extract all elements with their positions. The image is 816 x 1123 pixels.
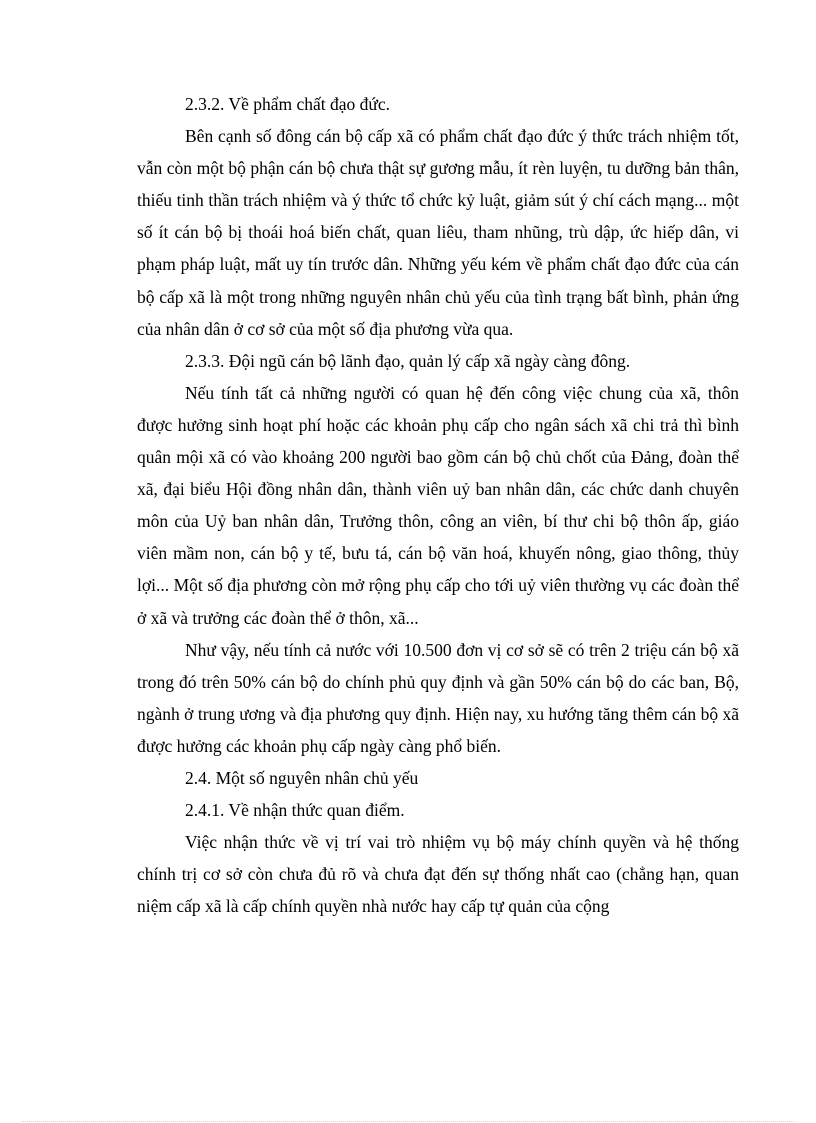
paragraph-awareness: Việc nhận thức về vị trí vai trò nhiệm vụ bộ máy chính quyền và hệ thống chính trị cơ sở còn chưa đủ rõ và chưa đạt đến sự thống nhất cao (chẳng hạn, quan niệm cấp xã là cấp chính quyền nhà nước hay cấp tự quản của cộng: [137, 832, 739, 917]
paragraph-staff-count: Nếu tính tất cả những người có quan hệ đến công việc chung của xã, thôn được hưởng sinh hoạt phí hoặc các khoản phụ cấp cho ngân sách xã chi trả thì bình quân mội xã có vào khoảng 200 người bao gồm cán bộ chủ chốt của Đảng, đoàn thể xã, đại biểu Hội đồng nhân dân, thành viên uỷ ban nhân dân, các chức danh chuyên môn của Uỷ ban nhân dân, Trưởng thôn, công an viên, bí thư chi bộ thôn ấp, giáo viên mầm non, cán bộ y tế, bưu tá, cán bộ văn hoá, khuyến nông, giao thông, thủy lợi... Một số địa phương còn mở rộng phụ cấp cho tới uỷ viên thường vụ các đoàn thể ở xã và trưởng các đoàn thể ở thôn, xã...: [137, 382, 739, 628]
document-body: [137, 88, 739, 922]
paragraph-ethics: Bên cạnh số đông cán bộ cấp xã có phẩm chất đạo đức ý thức trách nhiệm tốt, vẫn còn một bộ phận cán bộ chưa thật sự gương mẫu, ít rèn luyện, tu dưỡng bản thân, thiếu tinh thần trách nhiệm và ý thức tổ chức kỷ luật, giảm sút ý chí cách mạng... một số ít cán bộ bị thoái hoá biến chất, quan liêu, tham nhũng, trù dập, ức hiếp dân, vi phạm pháp luật, mất uy tín trước dân. Những yếu kém về phẩm chất đạo đức của cán bộ cấp xã là một trong những nguyên nhân chủ yếu của tình trạng bất bình, phản ứng của nhân dân ở cơ sở của một số địa phương vừa qua.: [137, 126, 739, 339]
section-heading-2-4: 2.4. Một số nguyên nhân chủ yếu: [185, 767, 419, 788]
paragraph-nationwide: Như vậy, nếu tính cả nước với 10.500 đơn vị cơ sở sẽ có trên 2 triệu cán bộ xã trong đó trên 50% cán bộ do chính phủ quy định và gần 50% cán bộ do các ban, Bộ, ngành ở trung ương và địa phương quy định. Hiện nay, xu hướng tăng thêm cán bộ xã được hưởng các khoản phụ cấp ngày càng phổ biến.: [137, 639, 739, 756]
section-heading-2-3-3: 2.3.3. Đội ngũ cán bộ lãnh đạo, quản lý cấp xã ngày càng đông.: [185, 350, 631, 371]
page-bottom-divider: [22, 1121, 794, 1122]
section-heading-2-3-2: 2.3.2. Về phẩm chất đạo đức.: [185, 94, 391, 114]
section-heading-2-4-1: 2.4.1. Về nhận thức quan điểm.: [185, 800, 405, 821]
